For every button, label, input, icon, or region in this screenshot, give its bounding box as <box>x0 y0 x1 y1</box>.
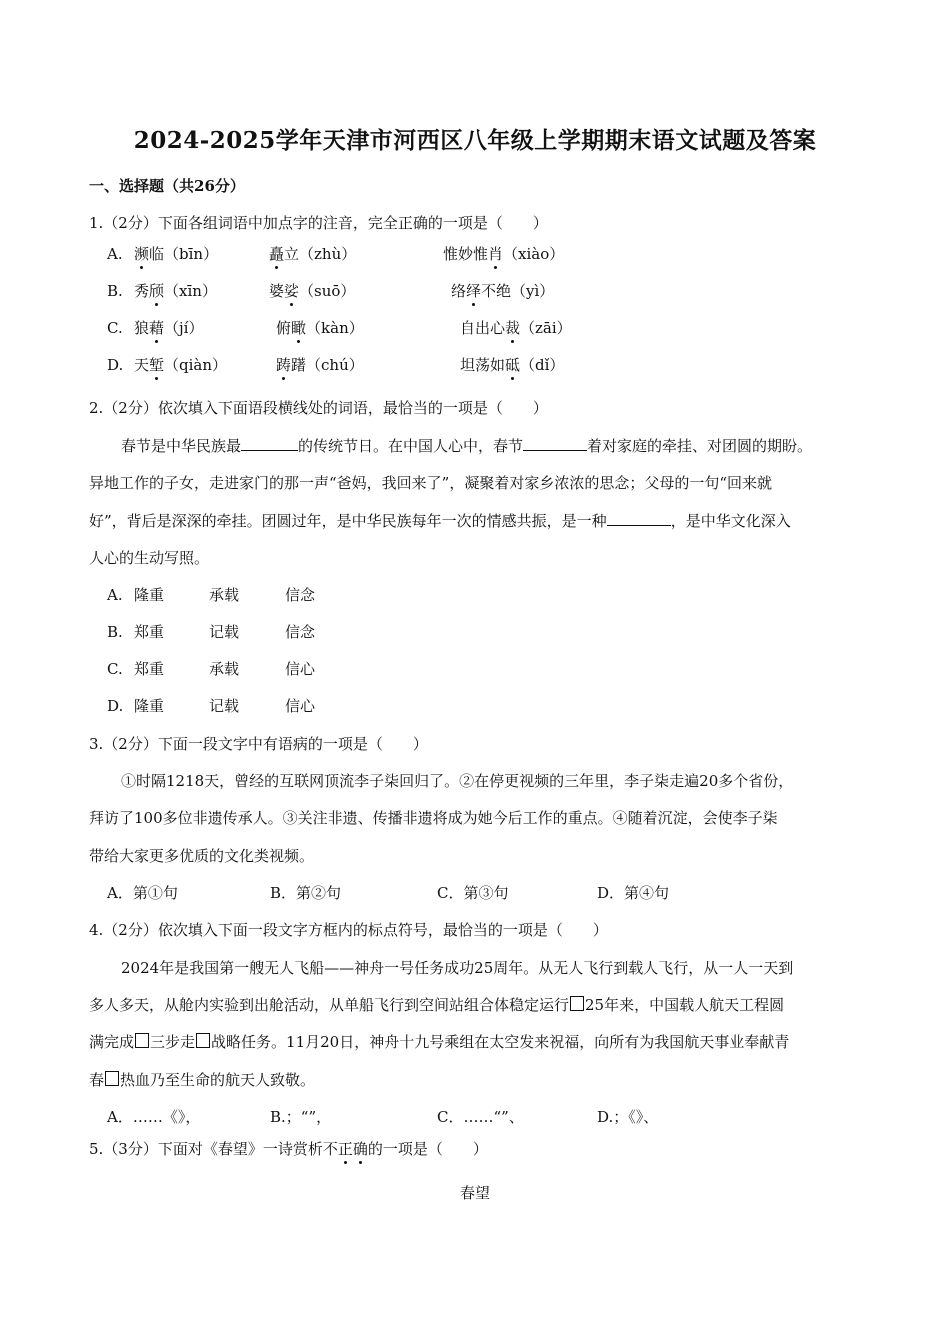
q4-passage-line3: 满完成 三步走 战略任务。11月20日，神舟十九号乘组在太空发来祝福，向所有为我国航天事业奉献青 <box>89 1033 790 1051</box>
q1-b-word1: 秀颀（xīn） <box>134 282 217 300</box>
q1-b-word2: 婆娑（suō） <box>269 282 356 300</box>
q4-box3 <box>196 1033 210 1048</box>
q2-blank3 <box>607 511 671 526</box>
q4-option-d: D.；《》、 <box>597 1108 659 1126</box>
q1-c-word2: 俯瞰（kàn） <box>276 319 364 337</box>
q1-stem: 1.（2分）下面各组词语中加点字的注音，完全正确的一项是（ ） <box>89 214 548 232</box>
poem-title: 春望 <box>459 1184 490 1202</box>
q2-blank1 <box>241 436 298 451</box>
q4-option-a: A．……《》， <box>107 1108 201 1126</box>
document-title: 2024-2025学年天津市河西区八年级上学期期末语文试题及答案 <box>133 127 817 154</box>
q4-passage-line2: 多人多天，从舱内实验到出舱活动，从单船飞行到空间站组合体稳定运行 25年来，中国载人航天工程圆 <box>89 996 785 1014</box>
q1-d-word3: 坦荡如砥（dǐ） <box>460 356 565 374</box>
exam-page: 2024-2025学年天津市河西区八年级上学期期末语文试题及答案 一、选择题（共26分） 1.（2分）下面各组词语中加点字的注音，完全正确的一项是（ ） A. 濒临（bīn） 矗立（zhù） 惟妙惟肖（xiào） B. 秀颀（xīn） 婆娑（suō） 络绎不绝（yì） C. 狼藉（jí） 俯瞰（kàn） 自出心裁（zāi） D. 天堑（qiàn） 踌躇（chú） 坦荡如砥（dǐ） 2.（2分）依次填入下面语段横线处的词语，最恰当的一项是（ ） 春节是中华民族最 的传统节日。在中国人心中，春节 着对家庭的牵挂、对团圆的期盼。 异地工作的子女，走进家门的那一声“爸妈，我回来了”，凝聚着对家乡浓浓的思念；父母的一句“回来就 好”，背后是深深的牵挂。团圆过年，是中华民族每年一次的情感共振，是一种 ，是中华文化深入 人心的生动写照。 A. 隆重 承载 信念 B. 郑重 记载 信念 C. 郑重 承载 信心 D. 隆重 记载 信心 3.（2分）下面一段文字中有语病的一项是（ ） ①时隔1218天，曾经的互联网顶流李子柒回归了。②在停更视频的三年里，李子柒走遍20多个省份， 拜访了100多位非遗传承人。③关注非遗、传播非遗将成为她今后工作的重点。④随着沉淀，会使李子柒 带给大家更多优质的文化类视频。 A．第①句 B．第②句 C．第③句 D．第④句 4.（2分）依次填入下面一段文字方框内的标点符号，最恰当的一项是（ ） 2024年是我国第一艘无人飞船——神舟一号任务成功25周年。从无人飞行到载人飞行，从一人一天到 多人多天，从舱内实验到出舱活动，从单船飞行到空间站组合体稳定运行 25年来，中国载人航天工程圆 满完成 三步走 战略任务。11月20日，神舟十九号乘组在太空发来祝福，向所有为我国航天事业奉献青 春 热血乃至生命的航天人致敬。 A．……《》， B.；“”， C．……“”、 D.；《》、 5.（3分）下面对《春望》一诗赏析不正确的一项是（ ） 春望 <box>0 0 950 1344</box>
q3-passage-line1: ①时隔1218天，曾经的互联网顶流李子柒回归了。②在停更视频的三年里，李子柒走遍20多个省份， <box>121 772 794 790</box>
q1-c-word1: 狼藉（jí） <box>134 319 204 337</box>
q3-passage-line2: 拜访了100多位非遗传承人。③关注非遗、传播非遗将成为她今后工作的重点。④随着沉淀，会使李子柒 <box>89 809 778 827</box>
q1-d-word1: 天堑（qiàn） <box>134 356 228 374</box>
q4-box1 <box>570 996 584 1011</box>
q4-option-c: C．……“”、 <box>437 1108 524 1126</box>
q3-option-c: C．第③句 <box>437 884 509 902</box>
q1-c-word3: 自出心裁（zāi） <box>460 319 572 337</box>
q4-passage-line4: 春 热血乃至生命的航天人致敬。 <box>89 1071 316 1089</box>
q1-d-word2: 踌躇（chú） <box>276 356 364 374</box>
q4-passage-line1: 2024年是我国第一艘无人飞船——神舟一号任务成功25周年。从无人飞行到载人飞行，从一人一天到 <box>121 959 794 977</box>
q2-passage-line4: 人心的生动写照。 <box>89 549 210 567</box>
q3-option-d: D．第④句 <box>597 884 670 902</box>
q1-a-word1: 濒临（bīn） <box>134 245 219 263</box>
q4-box2 <box>135 1033 149 1048</box>
q4-option-b: B.；“”， <box>270 1108 332 1126</box>
q3-stem: 3.（2分）下面一段文字中有语病的一项是（ ） <box>89 735 428 753</box>
q2-blank2 <box>523 436 587 451</box>
q5-stem: 5.（3分）下面对《春望》一诗赏析不正确的一项是（ ） <box>89 1140 488 1158</box>
q1-a-word3: 惟妙惟肖（xiào） <box>443 245 565 263</box>
q4-stem: 4.（2分）依次填入下面一段文字方框内的标点符号，最恰当的一项是（ ） <box>89 921 608 939</box>
q1-a-word2: 矗立（zhù） <box>269 245 357 263</box>
q3-option-b: B．第②句 <box>270 884 342 902</box>
q2-passage-line3: 好”，背后是深深的牵挂。团圆过年，是中华民族每年一次的情感共振，是一种 ，是中华文化深入 <box>89 512 791 530</box>
q2-passage-line2: 异地工作的子女，走进家门的那一声“爸妈，我回来了”，凝聚着对家乡浓浓的思念；父母的一句“回来就 <box>89 474 773 492</box>
q1-b-word3: 络绎不绝（yì） <box>451 282 555 300</box>
q3-option-a: A．第①句 <box>107 884 178 902</box>
section-heading: 一、选择题（共26分） <box>89 177 245 195</box>
q4-box4 <box>105 1071 119 1086</box>
q2-passage-line1: 春节是中华民族最 的传统节日。在中国人心中，春节 着对家庭的牵挂、对团圆的期盼。 <box>121 437 813 455</box>
q2-stem: 2.（2分）依次填入下面语段横线处的词语，最恰当的一项是（ ） <box>89 399 548 417</box>
q3-passage-line3: 带给大家更多优质的文化类视频。 <box>89 847 315 865</box>
